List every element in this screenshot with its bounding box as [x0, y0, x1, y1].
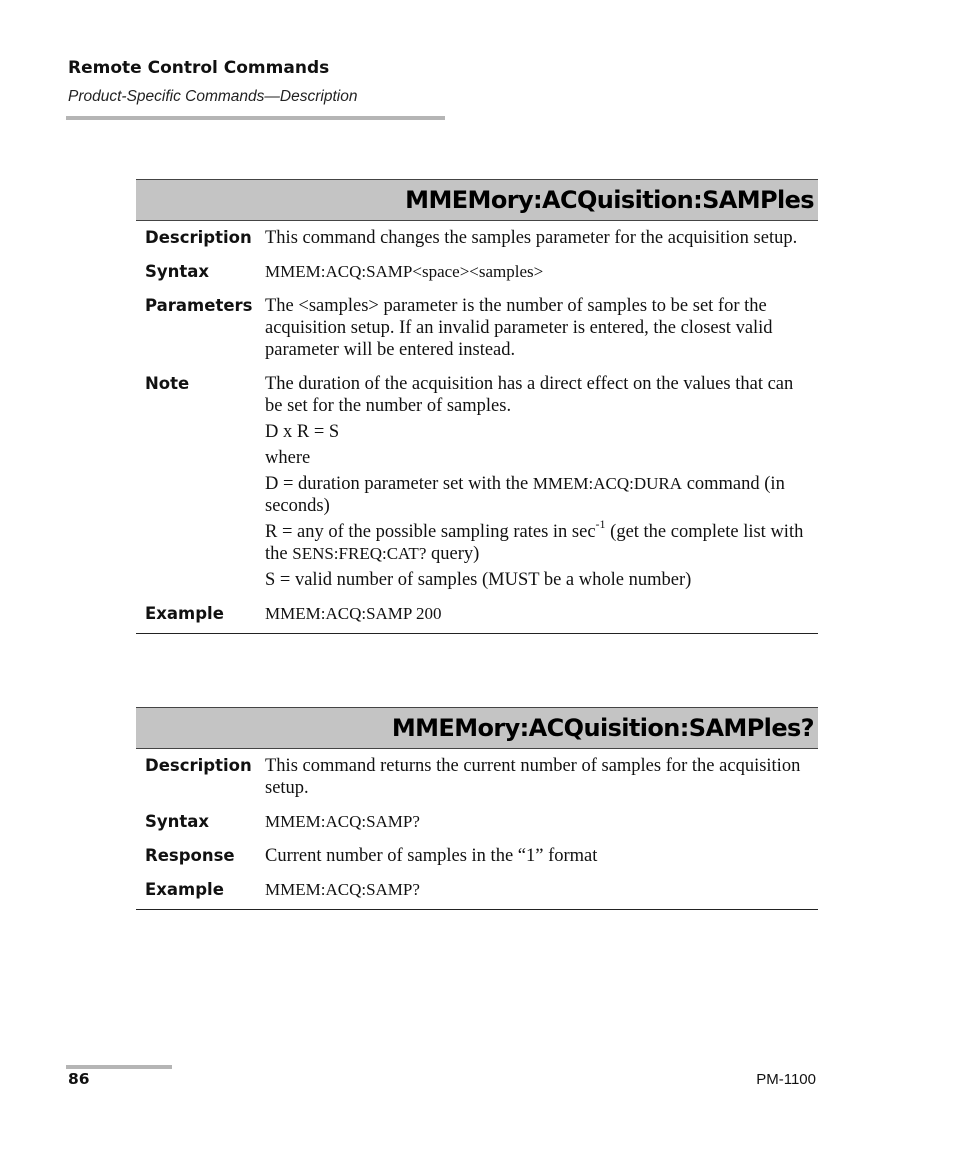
note-where: where: [265, 448, 311, 468]
description-label: Description: [145, 228, 252, 247]
note-r-mid: (get the complete list with the: [265, 522, 804, 564]
syntax-row: [136, 261, 818, 283]
command-table-samples-query: [136, 707, 818, 910]
footer-divider: [66, 1065, 172, 1069]
page-number: 86: [68, 1070, 90, 1088]
note-d-definition: [265, 473, 810, 517]
section-title: Remote Control Commands: [68, 58, 330, 78]
example-row: [136, 603, 818, 625]
syntax-label: Syntax: [145, 812, 210, 831]
note-r-code: SENS:FREQ:CAT?: [292, 544, 427, 563]
description-label: Description: [145, 756, 252, 775]
description-row: [136, 755, 818, 799]
response-text: Current number of samples in the “1” format: [265, 846, 598, 866]
note-d-code: MMEM:ACQ:DURA: [532, 474, 683, 493]
example-text: MMEM:ACQ:SAMP?: [265, 880, 420, 899]
example-label: Example: [145, 880, 224, 899]
note-d-text: D = duration parameter set with the: [265, 474, 529, 494]
note-r-tail: query): [431, 544, 480, 564]
syntax-text: MMEM:ACQ:SAMP?: [265, 812, 420, 831]
example-label: Example: [145, 604, 224, 623]
command-title: MMEMory:ACQuisition:SAMPles: [136, 179, 818, 221]
command-table-samples: [136, 179, 818, 634]
note-formula: D x R = S: [265, 422, 340, 442]
parameters-label: Parameters: [145, 296, 253, 315]
response-label: Response: [145, 846, 235, 865]
note-body: [265, 373, 818, 591]
header-divider: [66, 116, 445, 120]
description-row: [136, 227, 818, 249]
note-d-tail: command (in seconds): [265, 474, 785, 516]
note-r-text: R = any of the possible sampling rates in sec: [265, 522, 596, 542]
description-text: This command changes the samples parameter for the acquisition setup.: [265, 228, 798, 248]
parameters-text: The <samples> parameter is the number of samples to be set for the acquisition setup. If an invalid parameter is entered, the closest valid parameter will be entered instead.: [265, 296, 773, 360]
example-row: [136, 879, 818, 901]
example-text: MMEM:ACQ:SAMP 200: [265, 604, 442, 623]
syntax-row: [136, 811, 818, 833]
note-r-superscript: -1: [595, 516, 606, 531]
note-r-definition: [265, 516, 810, 565]
syntax-text: MMEM:ACQ:SAMP<space><samples>: [265, 262, 544, 281]
note-row: [136, 373, 818, 591]
section-subtitle: Product-Specific Commands—Description: [68, 88, 358, 105]
note-label: Note: [145, 374, 190, 393]
parameters-row: [136, 295, 818, 361]
note-intro: The duration of the acquisition has a direct effect on the values that can be set for the number of samples.: [265, 374, 794, 416]
syntax-label: Syntax: [145, 262, 210, 281]
description-text: This command returns the current number of samples for the acquisition setup.: [265, 756, 801, 798]
response-row: [136, 845, 818, 867]
note-s-definition: S = valid number of samples (MUST be a whole number): [265, 570, 692, 590]
document-id: PM-1100: [756, 1071, 816, 1088]
command-title: MMEMory:ACQuisition:SAMPles?: [136, 707, 818, 749]
